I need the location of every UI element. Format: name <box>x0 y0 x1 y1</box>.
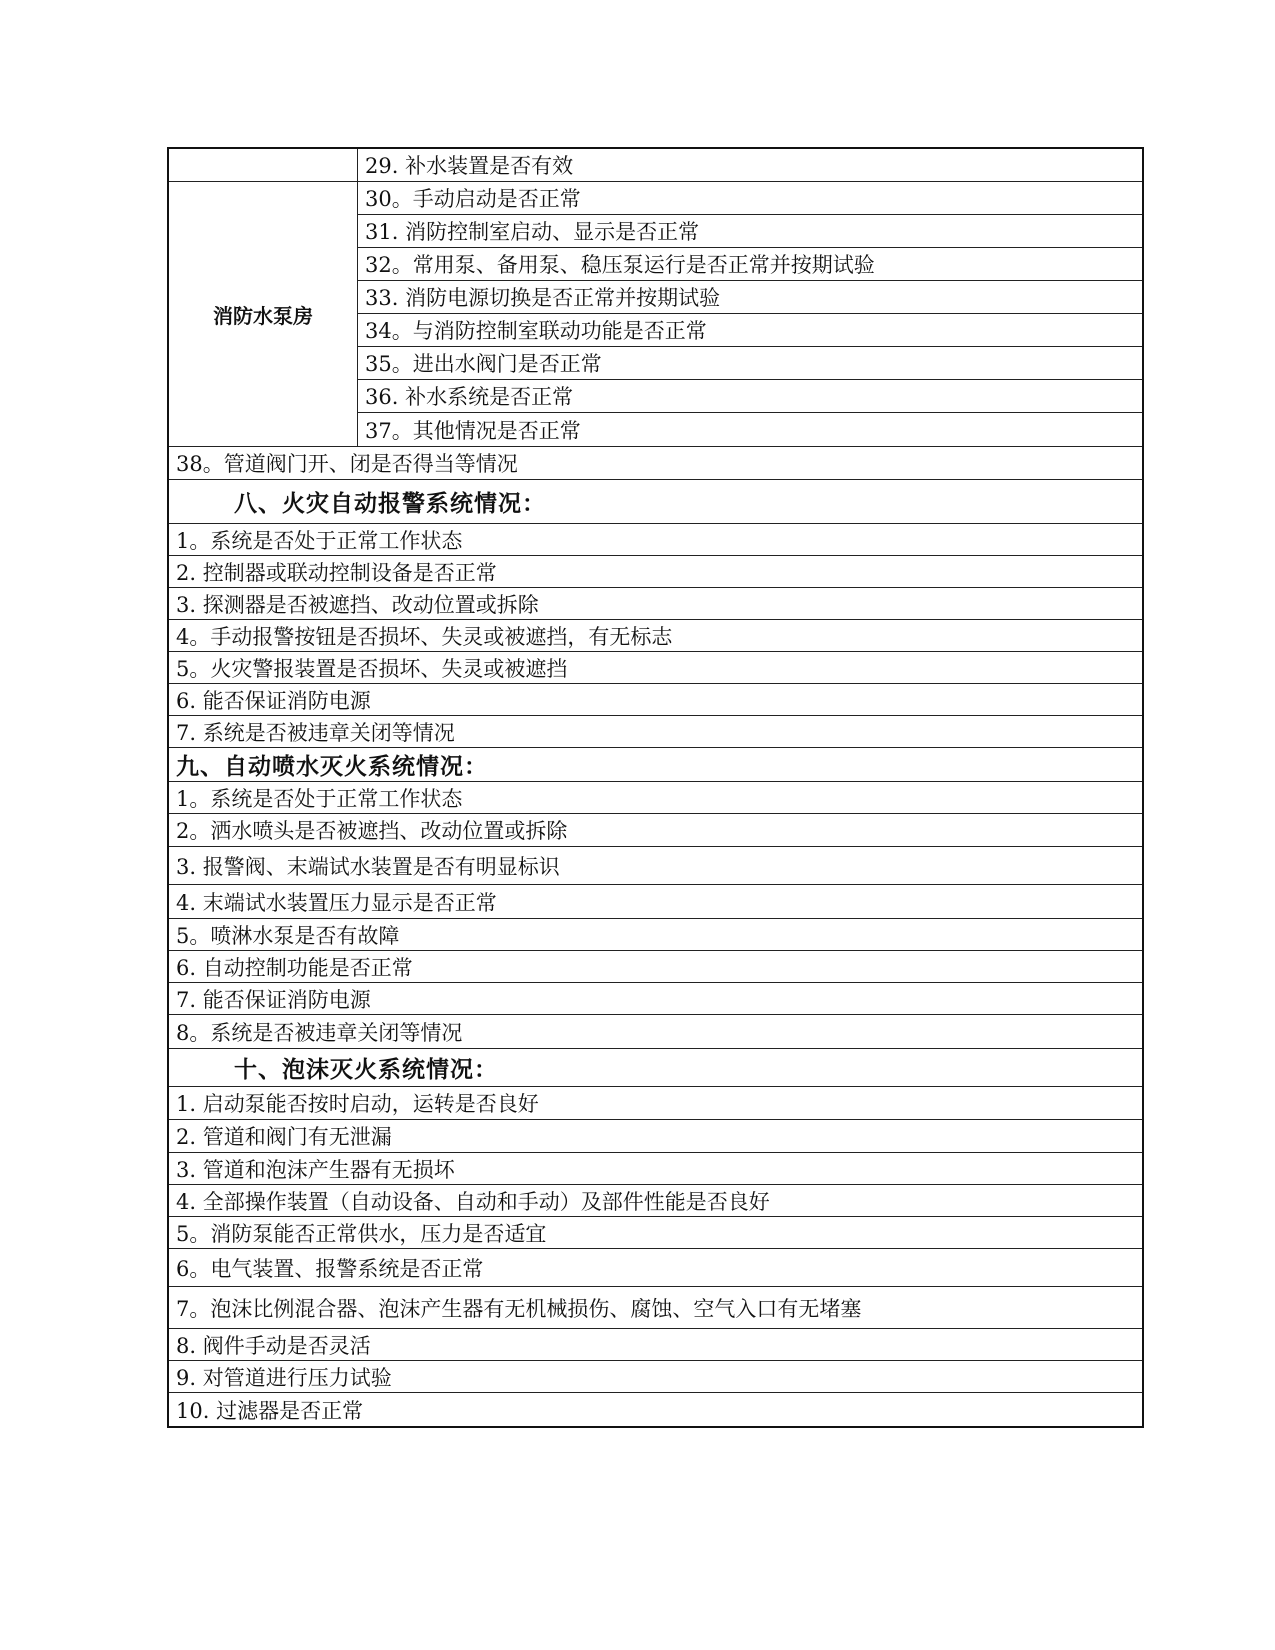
table-row <box>358 314 1142 347</box>
item-text: 4。手动报警按钮是否损坏、失灵或被遮挡，有无标志 <box>176 624 673 649</box>
pump-room-label: 消防水泵房 <box>169 182 358 446</box>
table-row <box>169 885 1142 919</box>
item-text: 6. 能否保证消防电源 <box>176 688 371 713</box>
item-text: 1. 启动泵能否按时启动，运转是否良好 <box>176 1092 539 1116</box>
table-row <box>358 413 1142 446</box>
table-row <box>169 1287 1142 1329</box>
item-text: 31. 消防控制室启动、显示是否正常 <box>365 220 700 244</box>
item-text: 5。火灾警报装置是否损坏、失灵或被遮挡 <box>176 656 568 681</box>
section-title: 十、泡沫灭火系统情况： <box>234 1056 498 1083</box>
item-text: 2. 管道和阀门有无泄漏 <box>176 1125 392 1149</box>
item-text: 29. 补水装置是否有效 <box>365 154 574 178</box>
item-text: 8。系统是否被违章关闭等情况 <box>176 1020 463 1045</box>
table-row <box>358 215 1142 248</box>
table-row <box>169 1361 1142 1393</box>
table-row <box>358 380 1142 413</box>
item-text: 5。消防泵能否正常供水，压力是否适宜 <box>176 1221 547 1246</box>
item-text: 9. 对管道进行压力试验 <box>176 1365 392 1390</box>
section-heading-row <box>169 1049 1142 1087</box>
item-text: 1。系统是否处于正常工作状态 <box>176 786 463 811</box>
item-text: 35。进出水阀门是否正常 <box>365 352 602 376</box>
item-text: 7. 系统是否被违章关闭等情况 <box>176 720 455 745</box>
blank-cell <box>169 149 358 181</box>
pump-room-group <box>169 182 1142 447</box>
item-text: 6. 自动控制功能是否正常 <box>176 955 413 980</box>
table-row <box>169 1087 1142 1120</box>
table-row <box>169 556 1142 588</box>
table-row <box>169 1217 1142 1249</box>
item-text: 3. 探测器是否被遮挡、改动位置或拆除 <box>176 592 539 617</box>
table-row <box>169 1015 1142 1049</box>
table-row <box>169 919 1142 951</box>
table-row <box>169 814 1142 847</box>
table-row <box>358 248 1142 281</box>
item-text: 3. 管道和泡沫产生器有无损坏 <box>176 1157 455 1182</box>
item-text: 7. 能否保证消防电源 <box>176 987 371 1012</box>
item-text: 8. 阀件手动是否灵活 <box>176 1333 371 1358</box>
item-text: 1。系统是否处于正常工作状态 <box>176 528 463 553</box>
table-row <box>169 1249 1142 1287</box>
table-row <box>169 847 1142 885</box>
item-text: 38。管道阀门开、闭是否得当等情况 <box>176 452 518 476</box>
table-row <box>169 524 1142 556</box>
section-heading-row <box>169 480 1142 524</box>
item-text: 33. 消防电源切换是否正常并按期试验 <box>365 286 721 310</box>
item-text: 3. 报警阀、末端试水装置是否有明显标识 <box>176 854 560 879</box>
table-row <box>169 716 1142 748</box>
item-text: 4. 末端试水装置压力显示是否正常 <box>176 890 497 915</box>
item-text: 10. 过滤器是否正常 <box>176 1398 364 1423</box>
table-row <box>169 1393 1142 1426</box>
item-text: 2。洒水喷头是否被遮挡、改动位置或拆除 <box>176 819 568 843</box>
item-text: 32。常用泵、备用泵、稳压泵运行是否正常并按期试验 <box>365 253 875 277</box>
table-row <box>169 1153 1142 1185</box>
item-text: 34。与消防控制室联动功能是否正常 <box>365 319 707 343</box>
table-row <box>169 1120 1142 1153</box>
item-text: 37。其他情况是否正常 <box>365 418 581 443</box>
item-text: 5。喷淋水泵是否有故障 <box>176 923 400 948</box>
table-row <box>169 684 1142 716</box>
table-row <box>358 182 1142 215</box>
item-text: 36. 补水系统是否正常 <box>365 385 574 409</box>
table-row <box>169 782 1142 814</box>
table-row <box>169 149 1142 182</box>
item-text: 30。手动启动是否正常 <box>365 187 581 211</box>
table-row <box>169 447 1142 480</box>
pump-room-items <box>358 182 1142 446</box>
item-text: 7。泡沫比例混合器、泡沫产生器有无机械损伤、腐蚀、空气入口有无堵塞 <box>176 1296 862 1321</box>
section-heading-row <box>169 748 1142 782</box>
table-row <box>169 983 1142 1015</box>
table-row <box>169 951 1142 983</box>
table-row <box>169 1329 1142 1361</box>
table-row <box>169 652 1142 684</box>
table-row <box>169 1185 1142 1217</box>
table-row <box>169 588 1142 620</box>
inspection-table <box>167 147 1144 1428</box>
section-title: 八、火灾自动报警系统情况： <box>234 490 546 517</box>
item-text: 6。电气装置、报警系统是否正常 <box>176 1256 484 1281</box>
table-row <box>358 281 1142 314</box>
table-row <box>169 620 1142 652</box>
item-text: 4. 全部操作装置（自动设备、自动和手动）及部件性能是否良好 <box>176 1189 770 1214</box>
section-title: 九、自动喷水灭火系统情况： <box>176 753 488 780</box>
item-text: 2. 控制器或联动控制设备是否正常 <box>176 560 497 585</box>
table-row <box>358 347 1142 380</box>
